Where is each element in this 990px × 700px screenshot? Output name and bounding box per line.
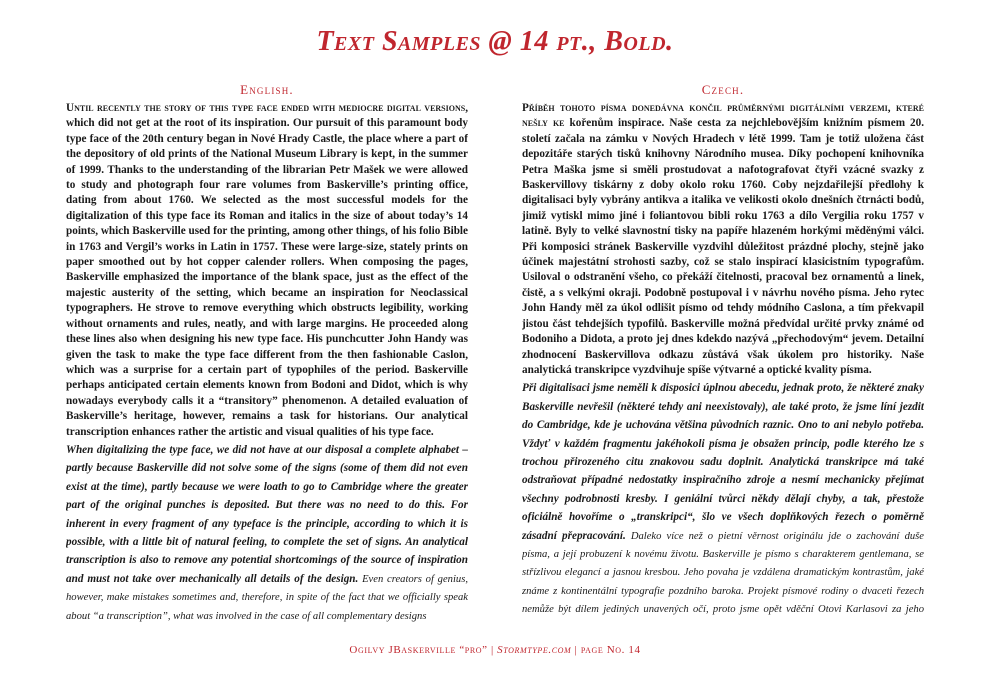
czech-lead: Příběh tohoto písma donedávna končil průměrnými digitálními verzemi, které nešly ke [522, 102, 924, 130]
english-bold-text: which did not get at the root of its inspiration. Our pursuit of this paramount body type face of the 20th century began in Nové Hrady Castle, the place where a part of the depository of old prints of the National Museum Library is kept, in the summer of 1999. Thanks to the understanding of the librarian Petr Mašek we were allowed to study and photograph four rare volumes from Baskerville’s printing office, dating from about 1760. We selected as the most successful models for the digitalization of this type face its Roman and italics in the size of about today’s 14 points, which Baskerville used for the printing, among other things, of his folio Bible in 1763 and Vergil’s works in Latin in 1757. These were large-size, stately prints on paper smoothed out by hot copper calender rollers. When composing the pages, Baskerville emphasized the importance of the blank space, just as the effect of the majestic austerity of the setting, which became an inspiration for Neoclassical typographers. He strove to remove everything which obstructs legibility, working without ornaments and rules, neatly, and with large margins. He proceeded along these lines also when designing his new type face. His punchcutter John Handy was given the task to make the type face different from the then fashionable Caslon, which was a surprise for a certain part of typophiles of the period. Baskerville perhaps anticipated certain elements known from Bodoni and Didot, which is why nowadays everybody calls it a “transitory” phenomenon. A detailed evaluation of Baskerville’s heritage, however, remains a task for historians. Our analytical transcription enhances rather the artistic and visual qualities of his type face. [66, 117, 468, 438]
czech-italic-paragraph [522, 378, 924, 622]
footer-website-link[interactable]: Stormtype.com [497, 644, 572, 656]
czech-bold-italic-text: Při digitalisaci jsme neměli k disposici úplnou abecedu, jednak proto, že některé znaky Baskerville nevřešil (některé tehdy ani neexistovaly), ale také proto, že jsme líní jezdit do Cambridge, kde je uchována většina původních raznic. Ono to ani nebylo potřeba. Vždyť v každém fragmentu jakéhokoli písma je obsažen princip, podle kterého lze s trochou přirozeného citu znakovou sadu doplnit. Analytická transkripce má také odstraňovat případné nedostatky inspiračního zdroje a nesmí mechanicky přejímat všechny podrobnosti kresby. I geniální tvůrci někdy dělají chyby, a tak, přestože oficiálně hovoříme o „transkripci“, šlo ve všech doplňkových řezech o poměrně zásadní přepracování. [522, 382, 924, 542]
english-bold-italic-text: When digitalizing the type face, we did not have at our disposal a complete alphabet – partly because Baskerville did not solve some of the signs (some of them did not even exist at the time), partly because we were loath to go to Cambridge where the greater part of the original punches is deposited. But there was no need to do this. For inherent in every fragment of any typeface is the principle, according to which it is possible, with a little bit of natural feeling, to complete the set of signs. An analytical transcription is also to remove any potential shortcomings of the source of inspiration and must not take over mechanically all details of the design. [66, 443, 468, 585]
english-italic-text: Even creators of genius, however, make mistakes sometimes and, therefore, in spite of the fact that we officially speak about “a transcription”, what was involved in the case of all complementary designs [66, 573, 468, 622]
czech-roman-paragraph [522, 101, 924, 378]
footer-font-name: Ogilvy JBaskerville “pro” [349, 644, 488, 656]
czech-bold-text: kořenům inspirace. Naše cesta za nejchlebovějším knižním písmem 20. století začala na zámku v Nových Hradech v létě 1999. Tam je totiž uložena část depozitáře starých tisků knihovny Národního musea. Díky pochopení knihovníka Petra Maška jsme si směli prostudovat a nafotografovat čtyři vzácné svazky z Baskervillovy tiskárny z doby okolo roku 1760. Coby nejzdařilejší předlohy k digitalisaci byly vybrány antikva a italika ve velikosti okolo dnešních čtrnácti bodů, jimiž vytiskl mimo jiné i foliantovou bibli roku 1763 a dílo Vergilia roku 1757 v latině. Byly to velké slavnostní tisky na papíře hlazeném horkými měděnými válci. Při komposici stránek Baskerville vyzdvihl důležitost prázdné plochy, stejně jako účinek majestátní strohosti sazby, což se stalo inspirací klasicistním typografům. Usiloval o odstranění všeho, co překáží čitelnosti, pracoval bez ornamentů a linek, čistě, a s velkými okraji. Podobně postupoval i v návrhu nového písma. Jeho rytec John Handy měl za úkol odlišit písmo od tehdy módního Caslona, a tím překvapil jistou část tehdejších typofilů. Baskerville možná předvídal určité prvky známé od Bodoniho a Didota, a proto jej dnes kdekdo nazývá „přechodovým“ jevem. Detailní zhodnocení Baskervillova odkazu zůstává však úkolem pro historiky. Naše analytická transkripce vyzdvihuje spíše výtvarné a optické kvality písma. [522, 117, 924, 376]
footer-separator: | [487, 644, 498, 656]
footer-page-number: page No. 14 [580, 644, 641, 656]
english-lead: Until recently the story of this type face ended with mediocre digital versions, [66, 102, 468, 114]
czech-heading: Czech. [701, 82, 745, 97]
english-column [66, 82, 468, 622]
english-heading: English. [240, 82, 294, 97]
footer-separator: | [571, 644, 581, 656]
page-title: Text Samples @ 14 pt., Bold. [316, 26, 674, 57]
english-italic-paragraph [66, 440, 468, 622]
czech-column [522, 82, 924, 622]
page-footer [0, 644, 990, 656]
czech-italic-text: Daleko více než o pietní věrnost originálu jde o zachování duše písma, a její probuzení k novému životu. Baskerville je písmo s charakterem gentlemana, se střízlivou elegancí a jasnou kresbou. Jeho povaha je vzdálena dramatickým kontrastům, jaké známe z kontinentální typografie pozdního baroka. Projekt písmové rodiny o dvaceti řezech nemůže být dílem jediných unavených očí, proto jsme opět vděční Otovi Karlasovi za jeho [522, 530, 924, 616]
english-roman-paragraph [66, 101, 468, 440]
